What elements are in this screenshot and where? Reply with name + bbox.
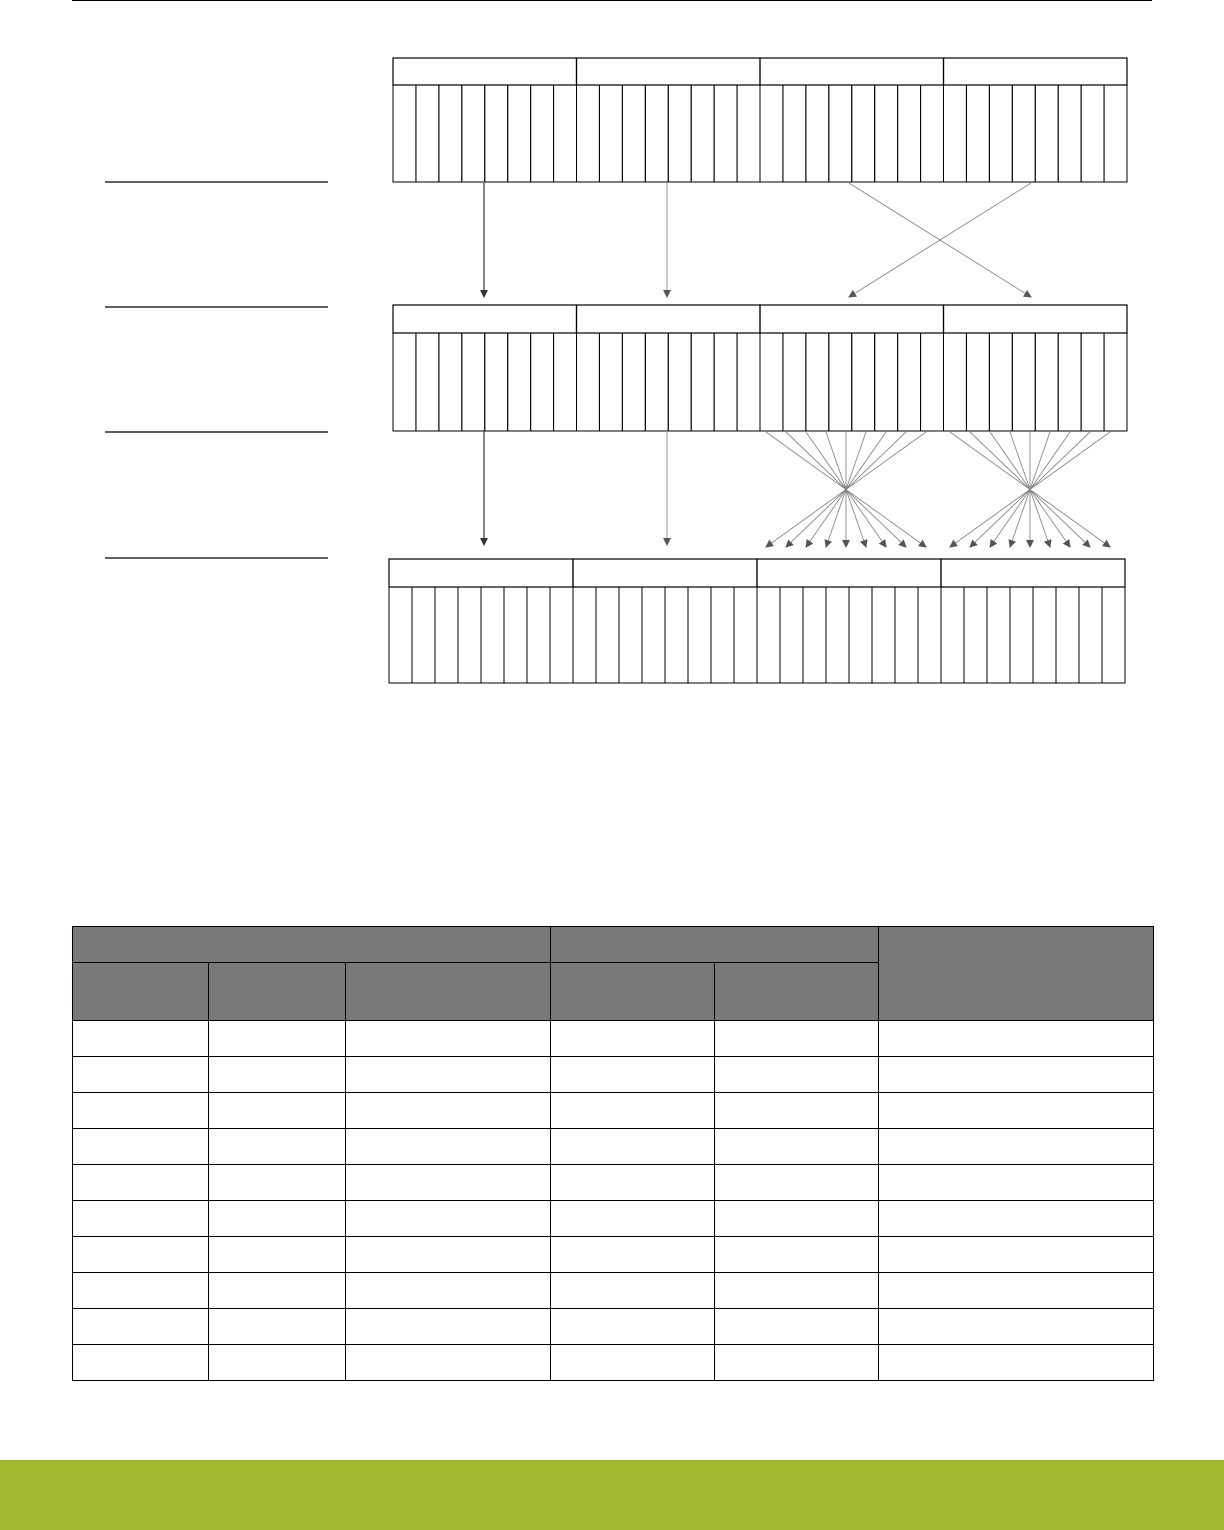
bit-cell [711, 587, 734, 683]
table-cell [346, 1021, 551, 1057]
table-cell [715, 1201, 879, 1237]
table-row [73, 1165, 1154, 1201]
bit-cell [783, 85, 806, 182]
row-label-lines [105, 182, 328, 558]
byte-header-cell [760, 58, 944, 85]
byte-header-cell [577, 58, 761, 85]
table-cell [209, 1129, 346, 1165]
bit-cell [1102, 587, 1125, 683]
mapping-arrows [484, 183, 1110, 547]
table-sub-header [346, 963, 551, 1021]
table-cell [73, 1093, 209, 1129]
bit-cell [508, 85, 531, 182]
table-cell [879, 1309, 1154, 1345]
bit-cell [1081, 333, 1104, 431]
footer-bar [0, 1460, 1224, 1530]
bit-cell [439, 333, 462, 431]
table-sub-header [209, 963, 346, 1021]
bit-cell [829, 333, 852, 431]
bit-cell [829, 85, 852, 182]
table-cell [715, 1021, 879, 1057]
table-cell [715, 1237, 879, 1273]
bit-cell [389, 587, 412, 683]
table-cell [551, 1165, 715, 1201]
bit-cell [806, 333, 829, 431]
byte-header-cell [944, 58, 1128, 85]
bit-cell [435, 587, 458, 683]
bit-cell [668, 85, 691, 182]
bit-cell [898, 333, 921, 431]
bit-cell [989, 333, 1012, 431]
bit-cell [895, 587, 918, 683]
bit-cell [554, 333, 577, 431]
bit-cell [462, 85, 485, 182]
registers-group [389, 58, 1127, 683]
table-cell [551, 1237, 715, 1273]
table-cell [715, 1165, 879, 1201]
table-sub-header [715, 963, 879, 1021]
bit-cell [757, 587, 780, 683]
bit-cell [642, 587, 665, 683]
table-cell [551, 1021, 715, 1057]
bit-cell [393, 85, 416, 182]
bit-cell [691, 85, 714, 182]
table-row [73, 1057, 1154, 1093]
bit-cell [504, 587, 527, 683]
table-cell [73, 1273, 209, 1309]
table-cell [879, 1129, 1154, 1165]
bit-cell [714, 333, 737, 431]
table-cell [715, 1057, 879, 1093]
bit-cell [1058, 333, 1081, 431]
table-cell [551, 1345, 715, 1381]
bit-cell [550, 587, 573, 683]
table-cell [715, 1093, 879, 1129]
bit-cell [458, 587, 481, 683]
byte-swap-diagram [0, 0, 1224, 720]
table-cell [73, 1021, 209, 1057]
bit-cell [416, 85, 439, 182]
byte-header-cell [389, 559, 573, 587]
bit-cell [691, 333, 714, 431]
table-cell [879, 1201, 1154, 1237]
table-cell [879, 1345, 1154, 1381]
bit-cell [1056, 587, 1079, 683]
bit-cell [577, 333, 600, 431]
table-cell [346, 1057, 551, 1093]
bit-cell [944, 333, 967, 431]
bit-cell [645, 333, 668, 431]
bit-cell [921, 85, 944, 182]
table-cell [209, 1057, 346, 1093]
table-row [73, 1021, 1154, 1057]
register-row [393, 58, 1127, 182]
byte-header-cell [760, 305, 944, 333]
bit-cell [944, 85, 967, 182]
bit-cell [964, 587, 987, 683]
table-cell [73, 1201, 209, 1237]
table-cell [209, 1273, 346, 1309]
table-group-header-3 [879, 927, 1154, 1021]
table-body [73, 1021, 1154, 1381]
byte-header-cell [393, 58, 577, 85]
bit-cell [875, 85, 898, 182]
bit-cell [1033, 587, 1056, 683]
bit-cell [527, 587, 550, 683]
bit-cell [439, 85, 462, 182]
table-row [73, 1345, 1154, 1381]
byte-header-cell [941, 559, 1125, 587]
table-cell [346, 1237, 551, 1273]
bit-cell [1104, 333, 1127, 431]
bit-cell [481, 587, 504, 683]
table-cell [551, 1273, 715, 1309]
table-cell [551, 1057, 715, 1093]
bit-cell [485, 85, 508, 182]
table-cell [209, 1201, 346, 1237]
bit-cell [941, 587, 964, 683]
table-sub-header [551, 963, 715, 1021]
bit-cell [416, 333, 439, 431]
table-cell [209, 1345, 346, 1381]
bit-cell [412, 587, 435, 683]
bit-cell [688, 587, 711, 683]
bit-cell [1058, 85, 1081, 182]
byte-header-cell [757, 559, 941, 587]
table-cell [209, 1093, 346, 1129]
bit-cell [1035, 333, 1058, 431]
table-cell [551, 1309, 715, 1345]
table-cell [879, 1237, 1154, 1273]
bit-cell [875, 333, 898, 431]
bit-cell [714, 85, 737, 182]
bit-cell [898, 85, 921, 182]
table-cell [715, 1309, 879, 1345]
bit-cell [989, 85, 1012, 182]
bit-cell [734, 587, 757, 683]
byte-table [72, 926, 1154, 1381]
bit-cell [577, 85, 600, 182]
bit-cell [599, 85, 622, 182]
bit-cell [1012, 85, 1035, 182]
table-cell [879, 1093, 1154, 1129]
table-row [73, 1309, 1154, 1345]
table-sub-header [73, 963, 209, 1021]
bit-cell [760, 333, 783, 431]
bit-cell [665, 587, 688, 683]
byte-header-cell [944, 305, 1128, 333]
table-cell [346, 1345, 551, 1381]
table-cell [715, 1273, 879, 1309]
bit-cell [1035, 85, 1058, 182]
bit-cell [921, 333, 944, 431]
bit-cell [737, 333, 760, 431]
table-cell [551, 1093, 715, 1129]
bit-cell [780, 587, 803, 683]
bit-cell [966, 333, 989, 431]
table-cell [879, 1057, 1154, 1093]
bit-cell [508, 333, 531, 431]
bit-cell [852, 333, 875, 431]
bit-cell [737, 85, 760, 182]
bit-cell [622, 333, 645, 431]
table-cell [73, 1057, 209, 1093]
table-cell [209, 1165, 346, 1201]
table-row [73, 1201, 1154, 1237]
bit-cell [668, 333, 691, 431]
table-group-header-1 [73, 927, 551, 963]
bit-cell [918, 587, 941, 683]
bit-cell [645, 85, 668, 182]
register-row [393, 305, 1127, 431]
table-cell [346, 1309, 551, 1345]
bit-cell [1012, 333, 1035, 431]
table-cell [346, 1201, 551, 1237]
table-row [73, 1129, 1154, 1165]
byte-header-cell [577, 305, 761, 333]
bit-cell [852, 85, 875, 182]
table-cell [73, 1309, 209, 1345]
bit-cell [1079, 587, 1102, 683]
bit-cell [485, 333, 508, 431]
bit-cell [803, 587, 826, 683]
bit-cell [1010, 587, 1033, 683]
bit-cell [462, 333, 485, 431]
table-cell [346, 1129, 551, 1165]
table-row [73, 1273, 1154, 1309]
table-cell [73, 1237, 209, 1273]
bit-cell [531, 333, 554, 431]
bit-cell [393, 333, 416, 431]
bit-cell [872, 587, 895, 683]
bit-cell [966, 85, 989, 182]
table-cell [879, 1165, 1154, 1201]
bit-cell [531, 85, 554, 182]
bit-cell [826, 587, 849, 683]
bit-cell [987, 587, 1010, 683]
table-cell [73, 1165, 209, 1201]
bit-cell [599, 333, 622, 431]
bit-cell [783, 333, 806, 431]
table-cell [879, 1021, 1154, 1057]
table-row [73, 1093, 1154, 1129]
table-cell [346, 1273, 551, 1309]
byte-header-cell [573, 559, 757, 587]
table-cell [715, 1345, 879, 1381]
bit-cell [573, 587, 596, 683]
bit-cell [849, 587, 872, 683]
bit-cell [596, 587, 619, 683]
bit-cell [619, 587, 642, 683]
bit-cell [760, 85, 783, 182]
table-cell [209, 1021, 346, 1057]
table-group-header-2 [551, 927, 879, 963]
bit-cell [806, 85, 829, 182]
table-cell [209, 1237, 346, 1273]
table-cell [879, 1273, 1154, 1309]
table-cell [551, 1201, 715, 1237]
table-cell [209, 1309, 346, 1345]
register-row [389, 559, 1125, 683]
table-row [73, 1237, 1154, 1273]
table-cell [346, 1093, 551, 1129]
bit-cell [1104, 85, 1127, 182]
table-cell [551, 1129, 715, 1165]
table-cell [715, 1129, 879, 1165]
byte-header-cell [393, 305, 577, 333]
bit-cell [622, 85, 645, 182]
table-cell [73, 1129, 209, 1165]
table-cell [346, 1165, 551, 1201]
table-cell [73, 1345, 209, 1381]
bit-cell [554, 85, 577, 182]
bit-cell [1081, 85, 1104, 182]
